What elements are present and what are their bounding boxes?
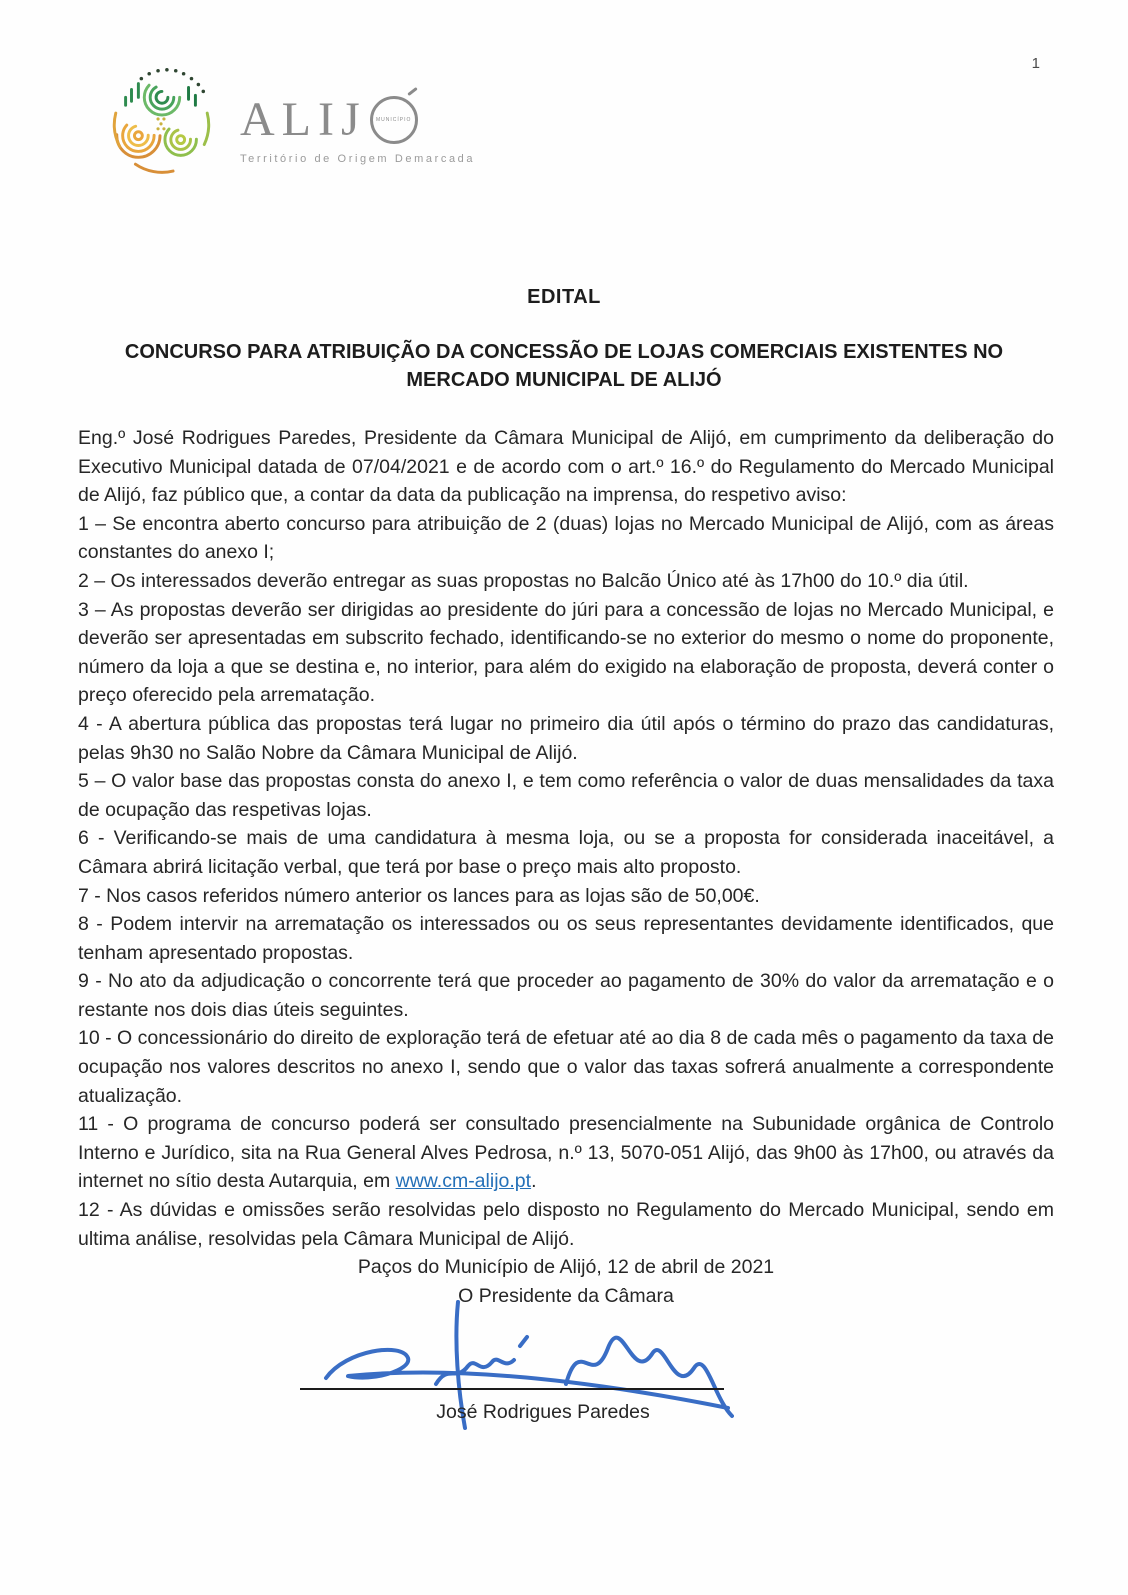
logo-tagline: Território de Origem Demarcada <box>240 153 476 165</box>
clause-9: 9 - No ato da adjudicação o concorrente terá que proceder ao pagamento de 30% do valor da arrematação e o restante nos dois dias úteis seguintes. <box>78 970 1054 1021</box>
clause-7: 7 - Nos casos referidos número anterior os lances para as lojas são de 50,00€. <box>78 884 760 907</box>
edital-heading: EDITAL <box>527 286 601 308</box>
clause-4: 4 - A abertura pública das propostas terá lugar no primeiro dia útil após o término do prazo das candidaturas, pelas 9h30 no Salão Nobre da Câmara Municipal de Alijó. <box>78 712 1054 764</box>
municipality-logo <box>102 58 475 176</box>
clause-11-text: 11 - O programa de concurso poderá ser consultado presencialmente na Subunidade orgânica de Controlo Interno e Jurídico, sita na Rua General Alves Pedrosa, n.º 13, 5070-051 Alijó, das 9h00 às 17h00, ou através da internet no sítio desta Autarquia, em <box>78 1113 1054 1193</box>
signature-block <box>78 1310 1054 1480</box>
logo-o-accent-mark <box>407 87 418 96</box>
signature-line <box>300 1388 724 1390</box>
logo-fingerprint-icon <box>102 58 220 176</box>
website-link[interactable]: www.cm-alijo.pt <box>395 1170 532 1193</box>
clause-6: 6 - Verificando-se mais de uma candidatura à mesma loja, ou se a proposta for considerada inaceitável, a Câmara abrirá licitação verbal, que terá por base o preço mais alto proposto. <box>78 827 1054 878</box>
logo-wordmark <box>240 93 475 146</box>
intro-paragraph: Eng.º José Rodrigues Paredes, Presidente da Câmara Municipal de Alijó, em cumprimento da deliberação do Executivo Municipal datada de 07/04/2021 e de acordo com o art.º 16.º do Regulamento do Mercado Municipal de Alijó, faz público que, a contar da data da publicação na imprensa, do respetivo aviso: <box>78 427 1054 507</box>
signer-name: José Rodrigues Paredes <box>436 1401 650 1424</box>
document-body <box>78 424 1054 1480</box>
page-number: 1 <box>1031 55 1040 72</box>
clause-3: 3 – As propostas deverão ser dirigidas ao presidente do júri para a concessão de lojas no Mercado Municipal, e deverão ser apresentadas em subscrito fechado, identificando-se no exterior do mesmo o nome do proponente, número da loja a que se destina e, no interior, para além do exigido na elaboração de proposta, deverá conter o preço oferecido pela arrematação. <box>78 598 1054 707</box>
document-title: CONCURSO PARA ATRIBUIÇÃO DA CONCESSÃO DE LOJAS COMERCIAIS EXISTENTES NO MERCADO MUNICIPAL DE ALIJÓ <box>124 341 1004 391</box>
clause-10: 10 - O concessionário do direito de exploração terá de efetuar até ao dia 8 de cada mês o pagamento da taxa de ocupação nos valores descritos no anexo I, sendo que o valor das taxas sofrerá anualmente a correspondente atualização. <box>78 1027 1054 1107</box>
clause-5: 5 – O valor base das propostas consta do anexo I, e tem como referência o valor de duas mensalidades da taxa de ocupação das respetivas lojas. <box>78 770 1054 821</box>
place-date-line: Paços do Município de Alijó, 12 de abril de 2021 <box>357 1256 775 1279</box>
logo-text-block <box>240 93 476 165</box>
clause-12: 12 - As dúvidas e omissões serão resolvidas pelo disposto no Regulamento do Mercado Municipal, sendo em ultima análise, resolvidas pela Câmara Municipal de Alijó. <box>78 1199 1054 1250</box>
logo-o-circle <box>370 96 418 144</box>
logo-o-municipio-text: MUNICÍPIO <box>375 116 412 123</box>
logo-wordmark-letters: ALIJ <box>240 93 367 146</box>
clause-11-text-after: . <box>531 1170 537 1193</box>
clause-8: 8 - Podem intervir na arrematação os interessados ou os seus representantes devidamente identificados, que tenham apresentado propostas. <box>78 913 1054 964</box>
clause-11 <box>78 1110 1054 1196</box>
clause-2: 2 – Os interessados deverão entregar as suas propostas no Balcão Único até às 17h00 do 10.º dia útil. <box>78 569 969 592</box>
clause-1: 1 – Se encontra aberto concurso para atribuição de 2 (duas) lojas no Mercado Municipal de Alijó, com as áreas constantes do anexo I; <box>78 512 1054 564</box>
signer-title: O Presidente da Câmara <box>458 1284 674 1307</box>
